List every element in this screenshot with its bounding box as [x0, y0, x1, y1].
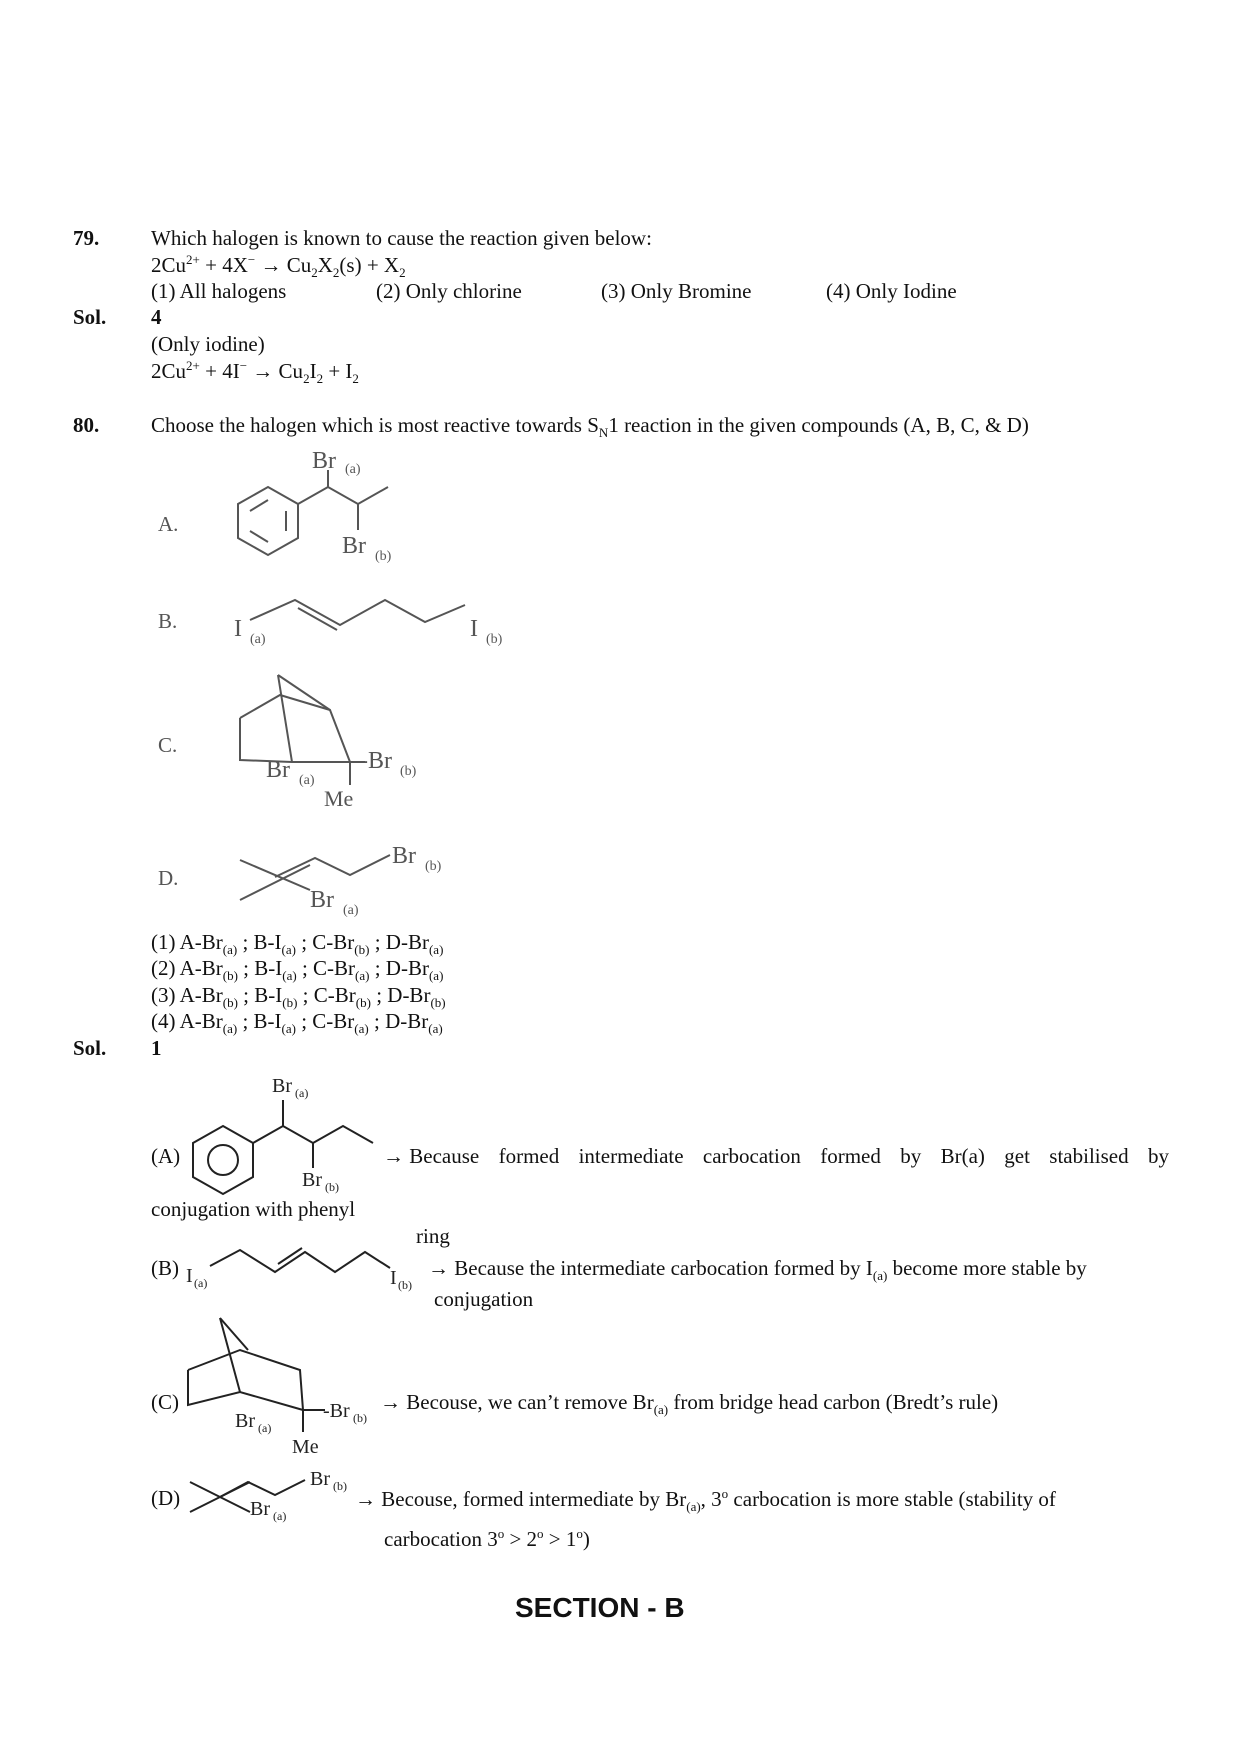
compound-d-br-a: Br — [310, 887, 334, 913]
q80-number: 80. — [73, 413, 100, 437]
q79-sol-label: Sol. — [73, 305, 107, 329]
sol-a-br-a: Br — [272, 1075, 292, 1097]
compound-c-br-b: -Br — [360, 748, 392, 774]
sol-c-br-b-sub: (b) — [353, 1411, 367, 1425]
section-heading: SECTION - B — [515, 1592, 685, 1623]
sol-a-line2: conjugation with phenyl — [151, 1197, 356, 1221]
compound-b-i-a: I — [234, 616, 242, 642]
sol-a-label: (A) — [151, 1144, 181, 1168]
q80-answer: 1 — [151, 1036, 162, 1060]
sol-c-br-a: Br — [235, 1410, 255, 1432]
sol-d-text: → Becouse, formed intermediate by $Br_{(a)}$, 3$^o$ carbocation is more stable (stability of — [355, 1486, 1056, 1515]
q79-answer: 4 — [151, 305, 162, 329]
compound-a-br-a: Br — [312, 448, 336, 474]
sol-a-br-b: Br — [302, 1169, 322, 1191]
q79-number: 79. — [73, 226, 100, 250]
sol-c-me: Me — [292, 1436, 319, 1458]
compound-d-label: D. — [158, 866, 179, 890]
sol-c-label: (C) — [151, 1390, 179, 1414]
compound-c-br-a: Br — [266, 757, 290, 783]
q79-sol-reaction: $2Cu^{2+} + 4I^- \to Cu_2I_2 + I_2$ — [151, 358, 359, 387]
q79-option-4: (4) Only Iodine — [826, 279, 957, 303]
compound-a-br-b-sub: (b) — [375, 549, 392, 564]
compound-c-br-b-sub: (b) — [400, 764, 417, 779]
compound-c-br-a-sub: (a) — [299, 773, 315, 788]
compound-a-br-b: Br — [342, 533, 366, 559]
sol-d-line2: carbocation $3^o > 2^o > 1^o$) — [384, 1526, 590, 1551]
q79-option-2: (2) Only chlorine — [376, 279, 522, 303]
q80-sol-label: Sol. — [73, 1036, 107, 1060]
sol-a-br-a-sub: (a) — [295, 1086, 309, 1100]
sol-d-br-a: Br — [250, 1498, 270, 1520]
sol-b-label: (B) — [151, 1256, 179, 1280]
sol-c-br-a-sub: (a) — [258, 1421, 272, 1435]
compound-b-i-b: I — [470, 616, 478, 642]
compound-b-i-b-sub: (b) — [486, 632, 503, 647]
sol-d-label: (D) — [151, 1486, 181, 1510]
sol-b-i-a-sub: (a) — [194, 1276, 208, 1290]
sol-c-text: → Becouse, we can’t remove $Br_{(a)}$ from bridge head carbon (Bredt’s rule) — [380, 1390, 999, 1418]
sol-d-br-b: Br — [310, 1468, 330, 1490]
compound-a-label: A. — [158, 512, 179, 536]
compound-d-br-a-sub: (a) — [343, 903, 359, 918]
sol-b-i-b: I — [390, 1267, 397, 1289]
q79-reaction: $2Cu^{2+} + 4X^- \to Cu_2X_2(s) + X_2$ — [151, 252, 406, 281]
compound-a-br-a-sub: (a) — [345, 462, 361, 477]
q80-option-2: (2) $A-Br_{(b)}$ ; $B-I_{(a)}$ ; $C-Br_{(a)}$ ; $D-Br_{(a)}$ — [151, 956, 444, 984]
sol-b-text: → Because the intermediate carbocation formed by $I_{(a)}$ become more stable by — [428, 1256, 1087, 1284]
sol-b-i-b-sub: (b) — [398, 1278, 412, 1292]
q80-option-4: (4) $A-Br_{(a)}$ ; $B-I_{(a)}$ ; $C-Br_{(a)}$ ; $D-Br_{(a)}$ — [151, 1009, 443, 1037]
q79-explanation: (Only iodine) — [151, 332, 265, 356]
sol-b-i-a: I — [186, 1265, 193, 1287]
q79-question: Which halogen is known to cause the reaction given below: — [151, 226, 652, 250]
sol-a-text: → Because formed intermediate carbocation formed by Br(a) get stabilised by — [383, 1144, 1169, 1168]
compound-c-label: C. — [158, 733, 178, 757]
q80-question: Choose the halogen which is most reactive towards $S_N1$ reaction in the given compounds (A, B, C, & D) — [151, 413, 1029, 441]
sol-d-br-a-sub: (a) — [273, 1509, 287, 1523]
compound-c-me: Me — [324, 786, 354, 811]
q79-option-1: (1) All halogens — [151, 279, 287, 303]
q80-option-1: (1) $A-Br_{(a)}$ ; $B-I_{(a)}$ ; $C-Br_{(b)}$ ; $D-Br_{(a)}$ — [151, 930, 444, 958]
sol-d-br-b-sub: (b) — [333, 1479, 347, 1493]
compound-b-label: B. — [158, 609, 178, 633]
compound-b-i-a-sub: (a) — [250, 632, 266, 647]
compound-d-br-b-sub: (b) — [425, 859, 442, 874]
sol-a-br-b-sub: (b) — [325, 1180, 339, 1194]
compound-d-br-b: Br — [392, 843, 416, 869]
sol-a-line3: ring — [416, 1224, 450, 1248]
sol-c-br-b: -Br — [323, 1400, 350, 1422]
sol-b-line2: conjugation — [434, 1287, 534, 1311]
q80-option-3: (3) $A-Br_{(b)}$ ; $B-I_{(b)}$ ; $C-Br_{(b)}$ ; $D-Br_{(b)}$ — [151, 983, 446, 1011]
q79-option-3: (3) Only Bromine — [601, 279, 752, 303]
